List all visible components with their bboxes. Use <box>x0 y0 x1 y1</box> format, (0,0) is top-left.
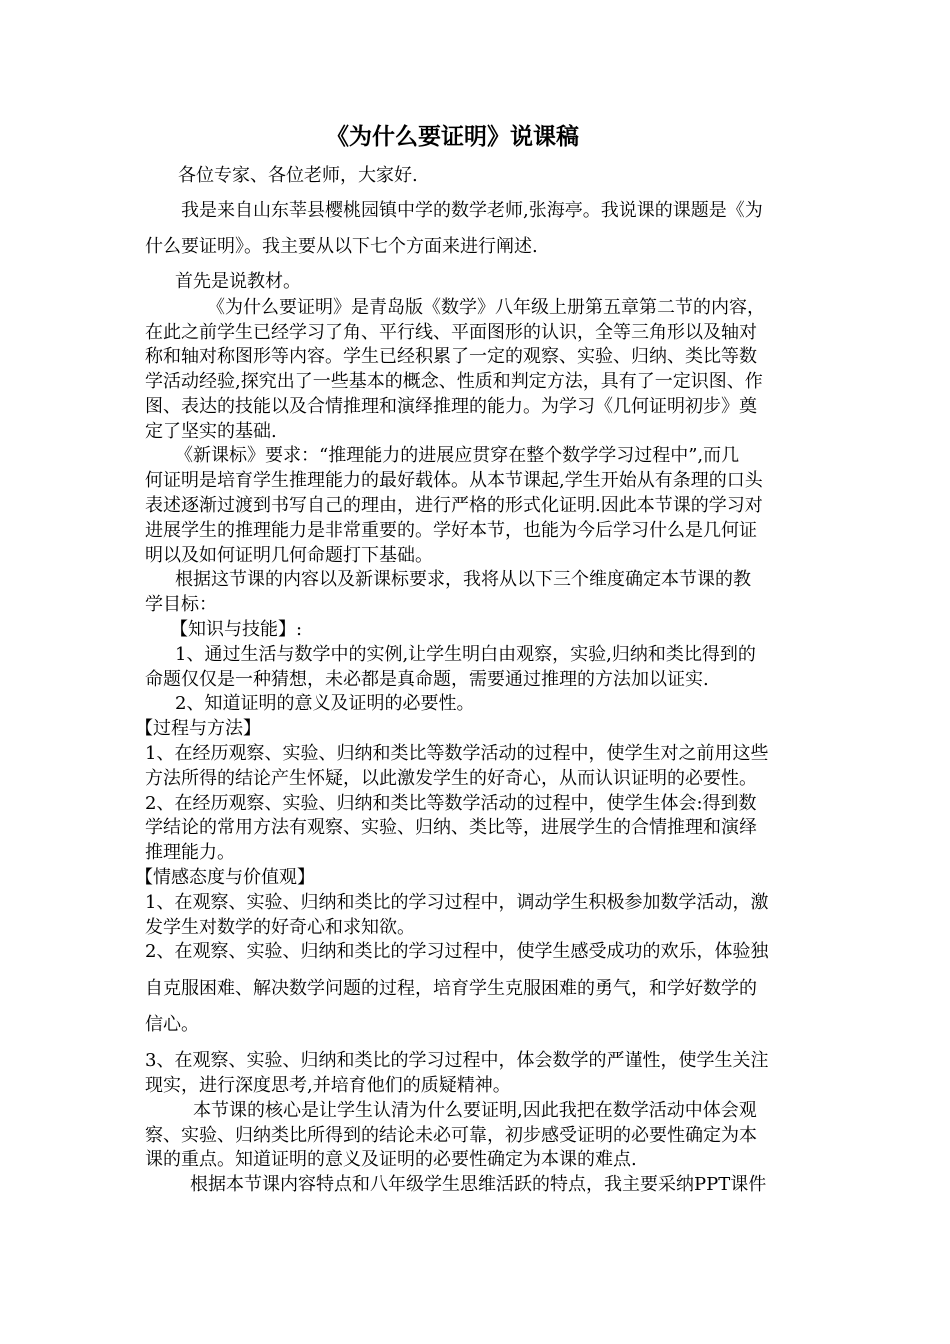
paragraph-line: 1、在经历观察、实验、归纳和类比等数学活动的过程中，使学生对之前用这些 <box>145 743 769 764</box>
paragraph-line: 根据本节课内容特点和八年级学生思维活跃的特点，我主要采纳PPT课件 <box>190 1174 767 1195</box>
section-heading: 【过程与方法】 <box>135 718 261 739</box>
paragraph-line: 本节课的核心是让学生认清为什么要证明,因此我把在数学活动中体会观 <box>193 1100 757 1121</box>
paragraph-line: 学活动经验,探究出了一些基本的概念、性质和判定方法，具有了一定识图、作 <box>145 371 763 392</box>
paragraph-line: 自克服困难、解决数学问题的过程，培育学生克服困难的勇气，和学好数学的 <box>145 978 757 999</box>
paragraph-line: 现实，进行深度思考,并培育他们的质疑精神。 <box>145 1075 511 1096</box>
paragraph-line: 何证明是培育学生推理能力的最好载体。从本节课起,学生开始从有条理的口头 <box>145 470 763 491</box>
paragraph-line: 表述逐渐过渡到书写自己的理由，进行严格的形式化证明.因此本节课的学习对 <box>145 495 763 516</box>
paragraph-line: 3、在观察、实验、归纳和类比的学习过程中，体会数学的严谨性，使学生关注 <box>145 1050 769 1071</box>
section-heading: 【知识与技能】: <box>170 619 303 640</box>
document-title: 《为什么要证明》说课稿 <box>326 123 579 150</box>
paragraph-line: 推理能力。 <box>145 842 235 863</box>
paragraph-line: 课的重点。知道证明的意义及证明的必要性确定为本课的难点. <box>145 1149 637 1170</box>
paragraph-line: 《新课标》要求：“推理能力的进展应贯穿在整个数学学习过程中”,而几 <box>175 445 740 466</box>
paragraph-line: 《为什么要证明》是青岛版《数学》八年级上册第五章第二节的内容， <box>207 297 765 318</box>
paragraph-line: 在此之前学生已经学习了角、平行线、平面图形的认识，全等三角形以及轴对 <box>145 322 757 343</box>
paragraph-line: 信心。 <box>145 1014 199 1035</box>
paragraph-line: 发学生对数学的好奇心和求知欲。 <box>145 917 415 938</box>
paragraph-line: 进展学生的推理能力是非常重要的。学好本节，也能为今后学习什么是几何证 <box>145 520 757 541</box>
paragraph-line: 1、在观察、实验、归纳和类比的学习过程中，调动学生积极参加数学活动，激 <box>145 892 769 913</box>
paragraph-line: 定了坚实的基础. <box>145 421 277 442</box>
paragraph-line: 1、通过生活与数学中的实例,让学生明白由观察，实验,归纳和类比得到的 <box>175 644 756 665</box>
section-heading: 【情感态度与价值观】 <box>135 867 315 888</box>
paragraph-line: 各位专家、各位老师，大家好. <box>178 165 418 186</box>
paragraph-line: 2、在经历观察、实验、归纳和类比等数学活动的过程中，使学生体会:得到数 <box>145 793 757 814</box>
paragraph-line: 什么要证明》。我主要从以下七个方面来进行阐述. <box>145 236 538 257</box>
paragraph-line: 察、实验、归纳类比所得到的结论未必可靠，初步感受证明的必要性确定为本 <box>145 1125 757 1146</box>
paragraph-line: 我是来自山东莘县樱桃园镇中学的数学老师,张海亭。我说课的课题是《为 <box>181 200 763 221</box>
paragraph-line: 2、在观察、实验、归纳和类比的学习过程中，使学生感受成功的欢乐，体验独 <box>145 941 769 962</box>
paragraph-line: 命题仅仅是一种猜想，未必都是真命题，需要通过推理的方法加以证实. <box>145 669 709 690</box>
paragraph-line: 学目标： <box>145 594 217 615</box>
paragraph-line: 方法所得的结论产生怀疑，以此激发学生的好奇心，从而认识证明的必要性。 <box>145 768 757 789</box>
paragraph-line: 明以及如何证明几何命题打下基础。 <box>145 545 433 566</box>
paragraph-line: 称和轴对称图形等内容。学生已经积累了一定的观察、实验、归纳、类比等数 <box>145 346 757 367</box>
paragraph-line: 首先是说教材。 <box>175 271 301 292</box>
paragraph-line: 根据这节课的内容以及新课标要求，我将从以下三个维度确定本节课的教 <box>175 569 751 590</box>
paragraph-line: 图、表达的技能以及合情推理和演绎推理的能力。为学习《几何证明初步》奠 <box>145 396 757 417</box>
paragraph-line: 学结论的常用方法有观察、实验、归纳、类比等，进展学生的合情推理和演绎 <box>145 817 757 838</box>
paragraph-line: 2、知道证明的意义及证明的必要性。 <box>175 693 475 714</box>
